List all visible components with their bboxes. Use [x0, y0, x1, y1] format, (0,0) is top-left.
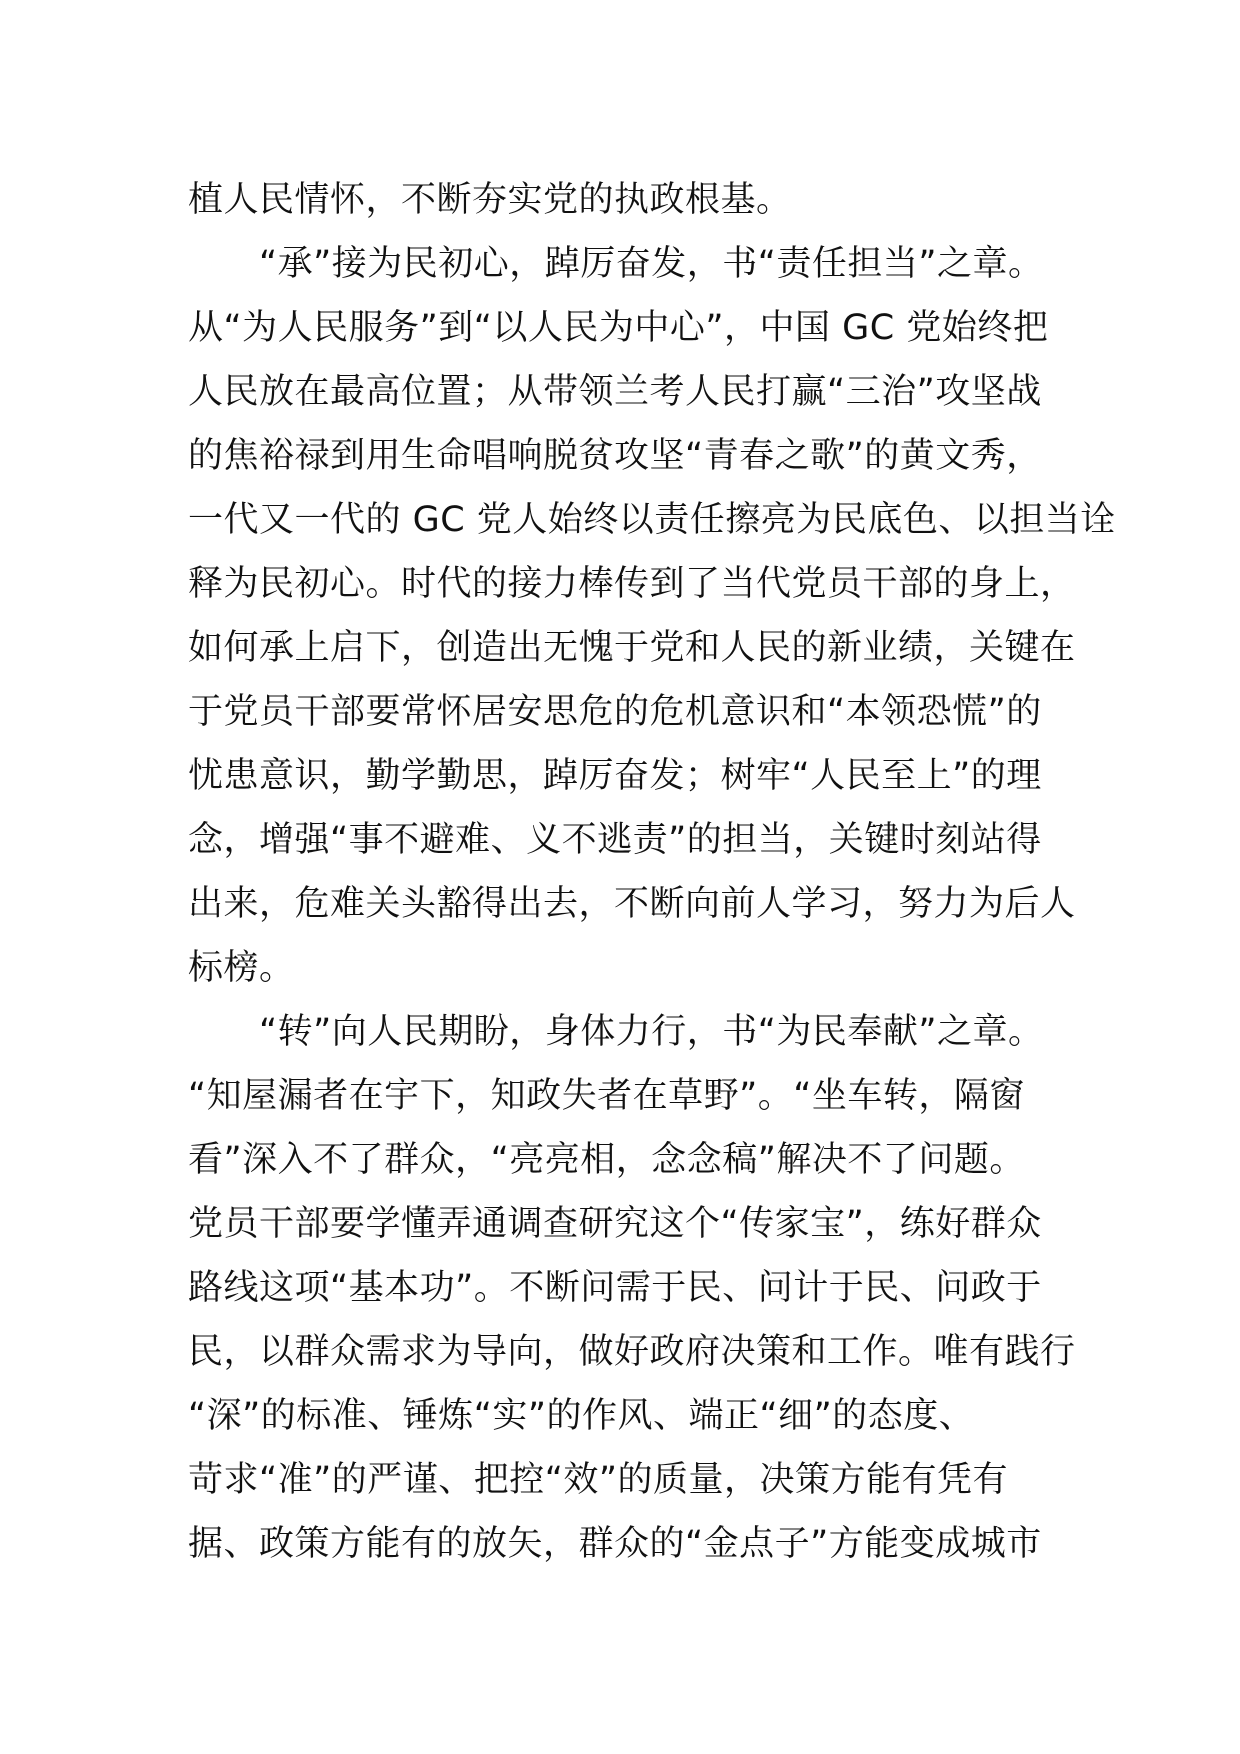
text-line: “深”的标准、锤炼“实”的作风、端正“细”的态度、 [188, 1396, 975, 1436]
text-line: 路线这项“基本功”。不断问需于民、问计于民、问政于 [188, 1268, 1042, 1308]
text-line: 人民放在最高位置；从带领兰考人民打赢“三治”攻坚战 [188, 372, 1042, 412]
text-line: 民，以群众需求为导向，做好政府决策和工作。唯有践行 [188, 1332, 1076, 1372]
text-line: 标榜。 [188, 948, 295, 988]
text-line: 苛求“准”的严谨、把控“效”的质量，决策方能有凭有 [188, 1460, 1009, 1500]
document-body [188, 168, 1116, 1576]
text-line: 忧患意识，勤学勤思，踔厉奋发；树牢“人民至上”的理 [188, 756, 1042, 796]
text-line: 出来，危难关头豁得出去，不断向前人学习，努力为后人 [188, 884, 1076, 924]
paragraph-start-line: “转”向人民期盼，身体力行，书“为民奉献”之章。 [259, 1012, 1044, 1052]
text-line: 于党员干部要常怀居安思危的危机意识和“本领恐慌”的 [188, 692, 1042, 732]
paragraph-start-line: “承”接为民初心，踔厉奋发，书“责任担当”之章。 [259, 244, 1044, 284]
text-line: 党员干部要学懂弄通调查研究这个“传家宝”，练好群众 [188, 1204, 1042, 1244]
text-line: 如何承上启下，创造出无愧于党和人民的新业绩，关键在 [188, 628, 1076, 668]
text-line: 释为民初心。时代的接力棒传到了当代党员干部的身上， [188, 564, 1076, 604]
text-line: 植人民情怀，不断夯实党的执政根基。 [188, 180, 792, 220]
text-line: 看”深入不了群众，“亮亮相，念念稿”解决不了问题。 [188, 1140, 1025, 1180]
text-line: 的焦裕禄到用生命唱响脱贫攻坚“青春之歌”的黄文秀， [188, 436, 1042, 476]
text-line: 一代又一代的 GC 党人始终以责任擦亮为民底色、以担当诠 [188, 500, 1116, 540]
text-line: 据、政策方能有的放矢，群众的“金点子”方能变成城市 [188, 1524, 1042, 1564]
text-line: 念，增强“事不避难、义不逃责”的担当，关键时刻站得 [188, 820, 1042, 860]
text-line: 从“为人民服务”到“以人民为中心”，中国 GC 党始终把 [188, 308, 1049, 348]
text-line: “知屋漏者在宇下，知政失者在草野”。“坐车转，隔窗 [188, 1076, 1025, 1116]
